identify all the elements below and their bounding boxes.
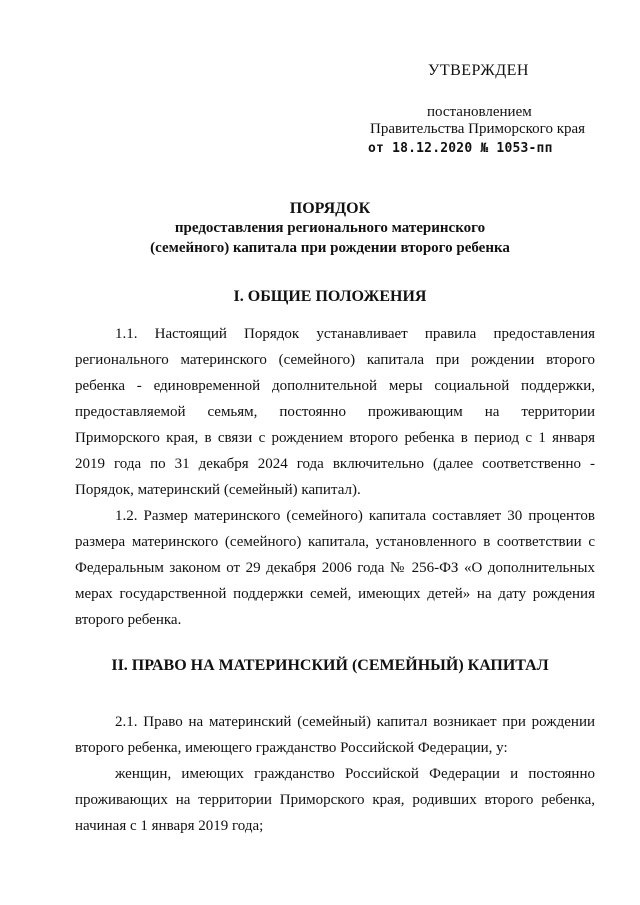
approval-line-resolution: постановлением — [427, 104, 532, 120]
paragraph-1-1-line: регионального материнского (семейного) капитала при рождении второго — [75, 352, 595, 368]
paragraph-1-1-line: Приморского края, в связи с рождением второго ребенка в период с 1 января — [75, 430, 595, 446]
paragraph-2-1-line: второго ребенка, имеющего гражданство Российской Федерации, у: — [75, 740, 508, 756]
paragraph-2-1-line: женщин, имеющих гражданство Российской Федерации и постоянно — [115, 766, 595, 782]
approval-line-government: Правительства Приморского края — [370, 121, 586, 137]
paragraph-2-1-line: 2.1. Право на материнский (семейный) капитал возникает при рождении — [115, 714, 595, 730]
section-heading-general: I. ОБЩИЕ ПОЛОЖЕНИЯ — [233, 288, 427, 305]
paragraph-1-1-line: предоставляемой семьям, постоянно проживающим на территории — [75, 404, 595, 420]
paragraph-1-1-line: 1.1. Настоящий Порядок устанавливает правила предоставления — [115, 326, 595, 342]
paragraph-1-2-line: размера материнского (семейного) капитала, установленного в соответствии с — [75, 534, 595, 550]
section-heading-right: II. ПРАВО НА МАТЕРИНСКИЙ (СЕМЕЙНЫЙ) КАПИТАЛ — [111, 657, 549, 674]
document-title: ПОРЯДОК — [289, 200, 371, 217]
paragraph-1-2-line: второго ребенка. — [75, 612, 182, 628]
paragraph-1-1-line: 2019 года по 31 декабря 2024 года включительно (далее соответственно - — [75, 456, 595, 472]
paragraph-1-1-line: Порядок, материнский (семейный) капитал). — [75, 482, 361, 498]
paragraph-1-1-line: ребенка - единовременной дополнительной меры социальной поддержки, — [75, 378, 595, 394]
paragraph-2-1-line: проживающих на территории Приморского края, родивших второго ребенка, — [75, 792, 595, 808]
paragraph-1-2-line: 1.2. Размер материнского (семейного) капитала составляет 30 процентов — [115, 508, 595, 524]
paragraph-2-1-line: начиная с 1 января 2019 года; — [75, 818, 264, 834]
paragraph-1-2-line: Федеральным законом от 29 декабря 2006 года № 256-ФЗ «О дополнительных — [75, 560, 595, 576]
paragraph-1-2-line: мерах государственной поддержки семей, имеющих детей» на дату рождения — [75, 586, 595, 602]
document-subtitle-line-1: предоставления регионального материнского — [174, 220, 486, 236]
document-subtitle-line-2: (семейного) капитала при рождении второго ребенка — [150, 240, 510, 256]
approval-stamp-title: УТВЕРЖДЕН — [428, 62, 529, 79]
approval-line-date-number: от 18.12.2020 № 1053-пп — [368, 141, 553, 156]
